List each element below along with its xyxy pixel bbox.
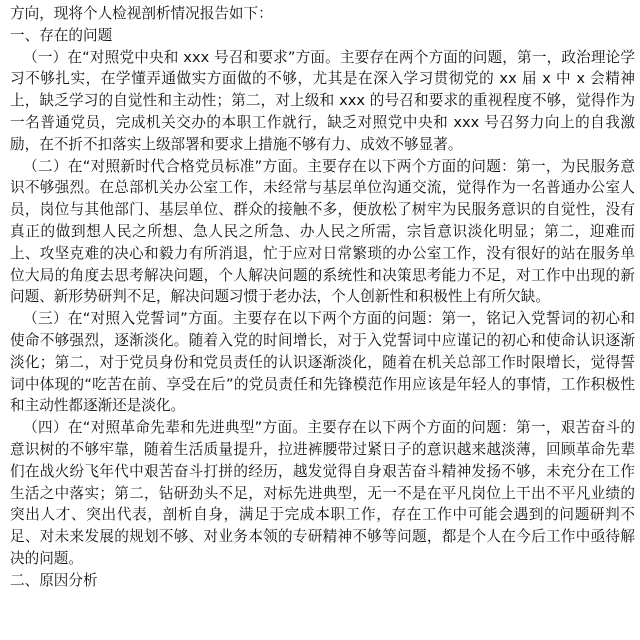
section-one-heading: 一、存在的问题 xyxy=(10,26,113,44)
paragraph-three: （三）在“对照入党誓词”方面。主要存在以下两个方面的问题：第一，铭记入党誓词的初心和使命不够强烈，逐渐淡化。随着入党的时间增长，对于入党誓词中应谨记的初心和使命认识逐渐淡化；第二，对于党员身份和党员责任的认识逐渐淡化，随着在机关总部工作时限增长，觉得誓词中体现的“吃苦在前、享受在后”的党员责任和先锋模范作用应该是年轻人的事情，工作积极性和主动性都逐渐还是淡化。 xyxy=(10,310,635,415)
paragraph-two: （二）在“对照新时代合格党员标准”方面。主要存在以下两个方面的问题：第一，为民服务意识不够强烈。在总部机关办公室工作，未经常与基层单位沟通交流，觉得作为一名普通办公室人员，岗位与其他部门、基层单位、群众的接触不多，便放松了树牢为民服务意识的自觉性，没有真正的做到想人民之所想、急人民之所急、办人民之所需，宗旨意识淡化明显；第二，迎难而上、攻坚克难的决心和毅力有所消退，忙于应对日常繁琐的办公室工作，没有很好的站在服务单位大局的角度去思考解决问题，个人解决问题的系统性和决策思考能力不足，对工作中出现的新问题、新形势研判不足，解决问题习惯于老办法，个人创新性和积极性上有所欠缺。 xyxy=(10,157,635,306)
section-two-heading: 二、原因分析 xyxy=(10,571,98,589)
paragraph-four: （四）在“对照革命先辈和先进典型”方面。主要存在以下两个方面的问题：第一，艰苦奋斗的意识树的不够牢靠，随着生活质量提升，拉进裤腰带过紧日子的意识越来越淡薄，回顾革命先辈们在战火纷飞年代中艰苦奋斗打拼的经历，越发觉得自身艰苦奋斗精神发扬不够，未充分在工作生活之中落实；第二，钻研劲头不足，对标先进典型，无一不是在平凡岗位上干出不平凡业绩的突出人才、突出代表，剖析自身，满足于完成本职工作，存在工作中可能会遇到的问题研判不足、对未来发展的规划不够、对业务本领的专研精神不够等问题，都是个人在今后工作中亟待解决的问题。 xyxy=(10,419,635,567)
paragraph-one: （一）在“对照党中央和 xxx 号召和要求”方面。主要存在两个方面的问题，第一，政治理论学习不够扎实，在学懂弄通做实方面做的不够，尤其是在深入学习贯彻党的 xx 届 x 中 x 会精神上，缺乏学习的自觉性和主动性；第二，对上级和 xxx 的号召和要求的重视程度不够，觉得作为一名普通党员，完成机关交办的本职工作就行，缺乏对照党中央和 xxx 号召努力向上的自我激励，在不折不扣落实上级部署和要求上措施不够有力、成效不够显著。 xyxy=(10,48,635,153)
intro-line: 方向，现将个人检视剖析情况报告如下： xyxy=(10,5,273,22)
